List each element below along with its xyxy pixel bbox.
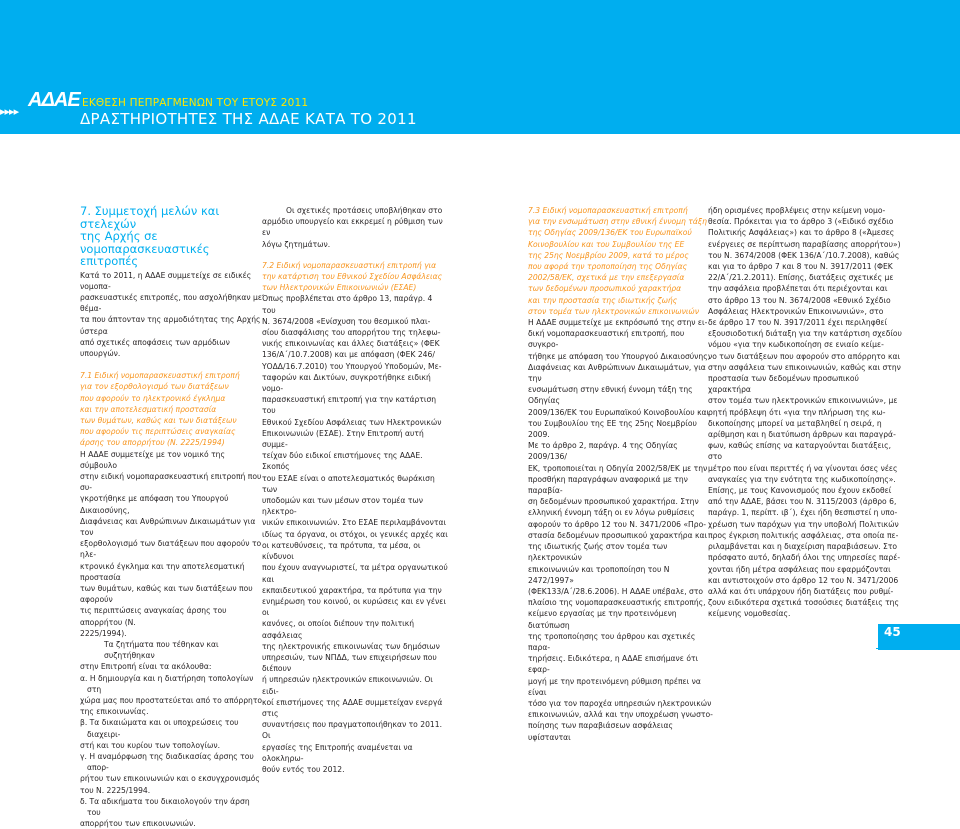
- list-item: γ. Η αναμόρφωση της διαδικασίας άρσης του απορ- ρήτου των επικοινωνιών και ο εκσυγχρονισμός του Ν. 2225/1994.: [80, 752, 260, 795]
- section-title: ΔΡΑΣΤΗΡΙΟΤΗΤΕΣ ΤΗΣ ΑΔΑΕ ΚΑΤΑ ΤΟ 2011: [80, 110, 417, 128]
- column-3: [528, 205, 714, 743]
- subsection-7-2-heading: 7.2 Ειδική νομοπαρασκευαστική επιτροπή για την κατάρτιση του Εθνικού Σχεδίου Ασφάλειας των Ηλεκτρονικών Επικοινωνιών (ΕΣΑΕ): [262, 260, 443, 293]
- column-4: [708, 205, 902, 620]
- list-item: α. Η δημιουργία και η διατήρηση τοπολογίων στη χώρα μας που προστατεύεται από το απόρρητο της επικοινωνίας.: [80, 673, 263, 717]
- section-7-intro: Κατά το 2011, η ΑΔΑΕ συμμετείχε σε ειδικές νομοπα- ρασκευαστικές επιτροπές, που ασχολήθηκαν με θέμα- τα που άπτονταν της αρμοδιότητας της Αρχής ύστερα από σχετικές αποφάσεις των αρμόδιων υπουργών.: [80, 270, 262, 358]
- report-subtitle: ΕΚΘΕΣΗ ΠΕΠΡΑΓΜΕΝΩΝ ΤΟΥ ΕΤΟΥΣ 2011: [82, 97, 309, 109]
- subsection-7-1-text: Η ΑΔΑΕ συμμετείχε με τον νομικό της σύμβουλο στην ειδική νομοπαρασκευαστική επιτροπή που συ- γκροτήθηκε με απόφαση του Υπουργού Δικαιοσύνης, Διαφάνειας και Ανθρώπινων Δικαιωμάτων για τον εξορθολογισμό των διατάξεων που αφορούν το ηλε- κτρονικό έγκλημα και την αποτελεσματική προστασία των θυμάτων, καθώς και των διατάξεων που αφορούν τις περιπτώσεις αναγκαίας άρσης του απορρήτου (Ν. 2225/1994). Τα ζητήματα που τέθηκαν και συζητήθηκαν στην Επιτροπή είναι τα ακόλουθα:: [80, 449, 262, 672]
- subsection-7-3-heading: 7.3 Ειδική νομοπαρασκευαστική επιτροπή για την ενσωμάτωση στην εθνική έννομη τάξη της Οδηγίας 2009/136/ΕΚ του Ευρωπαϊκού Κοινοβουλίου και του Συμβουλίου της ΕΕ της 25ης Νοεμβρίου 2009, κατά το μέρος που αφορά την τροποποίηση της Οδηγίας 2002/58/ΕΚ, σχετικά με την επεξεργασία των δεδομένων προσωπικού χαρακτήρα και την προστασία της ιδιωτικής ζωής στον τομέα των ηλεκτρονικών επικοινωνιών: [528, 206, 707, 316]
- subsection-7-2-text: Όπως προβλέπεται στο άρθρο 13, παράγρ. 4 του Ν. 3674/2008 «Ενίσχυση του θεσμικού πλαι- σίου διασφάλισης του απορρήτου της τηλεφω- νικής επικοινωνίας και άλλες διατάξεις» (ΦΕΚ 136/Α΄/10.7.2008) και με απόφαση (ΦΕΚ 246/ ΥΟΔΔ/16.7.2010) του Υπουργού Υποδομών, Με- ταφορών και Δικτύων, συγκροτήθηκε ειδική νομο- παρασκευαστική επιτροπή για την κατάρτιση του Εθνικού Σχεδίου Ασφάλειας των Ηλεκτρονικών Επικοινωνιών (ΕΣΑΕ). Στην Επιτροπή αυτή συμμε- τείχαν δύο ειδικοί επιστήμονες της ΑΔΑΕ. Σκοπός του ΕΣΑΕ είναι ο αποτελεσματικός θωράκιση των υποδομών και των μέσων στον τομέα των ηλεκτρο- νικών επικοινωνιών. Στο ΕΣΑΕ περιλαμβάνονται ιδίως τα όργανα, οι στόχοι, οι γενικές αρχές και οι κατευθύνσεις, τα πρότυπα, τα μέσα, οι κίνδυνοι που έχουν αναγνωριστεί, τα μέτρα οργανωτικού και εκπαιδευτικού χαρακτήρα, τα πρότυπα για την ενημέρωση του κοινού, οι κυρώσεις και εν γένει οι κανόνες, οι οποίοι διέπουν την πολιτική ασφάλειας της ηλεκτρονικής επικοινωνίας των δημόσιων υπηρεσιών, των ΝΠΔΔ, των επιχειρήσεων που διέπουν ή υπηρεσιών ηλεκτρονικών επικοινωνιών. Οι ειδι- κοί επιστήμονες της ΑΔΑΕ συμμετείχαν ενεργά στις συναντήσεις που πραγματοποιήθηκαν το 2011. Οι εργασίες της Επιτροπής αναμένεται να ολοκληρω- θούν εντός του 2012.: [262, 294, 448, 774]
- page-number: 45: [884, 625, 901, 639]
- subsection-7-3-continued: ήδη ορισμένες προβλέψεις στην κείμενη νομο- θεσία. Πρόκειται για το άρθρο 3 («Ειδικό σχέδιο Πολιτικής Ασφάλειας») και το άρθρο 8 («Άμεσες ενέργειες σε περίπτωση παραβίασης απορρήτου») του Ν. 3674/2008 (ΦΕΚ 136/Α΄/10.7.2008), καθώς και για το άρθρο 7 και 8 του Ν. 3917/2011 (ΦΕΚ 22/Α΄/21.2.2011). Επίσης, διατάξεις σχετικές με την ασφάλεια προβλέπεται ότι περιέχονται και στο άρθρο 13 του Ν. 3674/2008 «Εθνικό Σχέδιο Ασφάλειας Ηλεκτρονικών Επικοινωνιών», στο δε άρθρο 17 του Ν. 3917/2011 έχει περιληφθεί εξουσιοδοτική διάταξη για την κατάρτιση σχεδίου νόμου «για την κωδικοποίηση σε ενιαίο κείμε- νο των διατάξεων που αφορούν στο απόρρητο και στην ασφάλεια των επικοινωνιών, καθώς και στην προστασία των δεδομένων προσωπικού χαρακτήρα στον τομέα των ηλεκτρονικών επικοινωνιών», με ρητή πρόβλεψη ότι «για την πλήρωση της κω- δικοποίησης μπορεί να μεταβληθεί η σειρά, η αρίθμηση και η διατύπωση άρθρων και παραγρά- φων, καθώς επίσης να καταργούνται διατάξεις, στο μέτρο που είναι περιττές ή να γίνονται όσες νέες αναγκαίες για την ενότητα της κωδικοποίησης». Επίσης, με τους Κανονισμούς που έχουν εκδοθεί από την ΑΔΑΕ, βάσει του Ν. 3115/2003 (άρθρο 6, παράγρ. 1, περίπτ. ιβ΄), έχει ήδη θεσπιστεί η υπο- χρέωση των παρόχων για την υποβολή Πολιτικών προς έγκριση πολιτικής ασφάλειας, στα οποία πε- ριλαμβάνεται και η διαχείριση παραβιάσεων. Στο πρόσφατο αυτό, δηλαδή όλοι της υπηρεσίες παρέ- χονται ήδη μέτρα ασφάλειας που εφαρμόζονται και αντιστοιχούν στο άρθρο 12 του Ν. 3471/2006 αλλά και ότι υπάρχουν ήδη διατάξεις που ρυθμί- ζουν ειδικότερα σχετικά τοσούσιες διατάξεις της κείμενης νομοθεσίας.: [708, 206, 902, 619]
- column-2: [262, 205, 448, 775]
- subsection-7-1-conclusion: Οι σχετικές προτάσεις υποβλήθηκαν στο αρμόδιο υπουργείο και εκκρεμεί η ρύθμιση των εν λόγω ζητημάτων.: [262, 206, 443, 249]
- list-item: β. Τα δικαιώματα και οι υποχρεώσεις του διαχειρι- στή και του κυρίου των τοπολογίων.: [80, 718, 239, 750]
- adae-logo: ΑΔΑΕ: [28, 89, 80, 111]
- header-banner: [0, 0, 960, 134]
- issues-list: [80, 673, 264, 829]
- subsection-7-3-text: Η ΑΔΑΕ συμμετείχε με εκπρόσωπό της στην ει- δική νομοπαρασκευαστική επιτροπή, που συγκρο- τήθηκε με απόφαση του Υπουργού Δικαιοσύνης, Διαφάνειας και Ανθρώπινων Δικαιωμάτων, για την ενσωμάτωση στην εθνική έννομη τάξη της Οδηγίας 2009/136/ΕΚ του Ευρωπαϊκού Κοινοβουλίου και του Συμβουλίου της ΕΕ της 25ης Νοεμβρίου 2009. Με το άρθρο 2, παράγρ. 4 της Οδηγίας 2009/136/ ΕΚ, τροποποιείται η Οδηγία 2002/58/ΕΚ με την προσθήκη παραγράφων αναφορικά με την παραβία- ση δεδομένων προσωπικού χαρακτήρα. Στην ελληνική έννομη τάξη οι εν λόγω ρυθμίσεις αφορούν το άρθρο 12 του Ν. 3471/2006 «Προ- στασία δεδομένων προσωπικού χαρακτήρα και της ιδιωτικής ζωής στον τομέα των ηλεκτρονικών επικοινωνιών και τροποποίηση του Ν 2472/1997» (ΦΕΚ133/Α΄/28.6.2006). Η ΑΔΑΕ υπέβαλε, στο πλαίσιο της νομοπαρασκευαστικής επιτροπής, κείμενο εργασίας με την προτεινόμενη διατύπωση της τροποποίησης του άρθρου και σχετικές παρα- τηρήσεις. Ειδικότερα, η ΑΔΑΕ επισήμανε ότι εφαρ- μογή με την προτεινόμενη ρύθμιση πρέπει να είναι τόσο για τον παροχέα υπηρεσιών ηλεκτρονικών επικοινωνιών, αλλά και την υποχρέωση γνωστο- ποίησης των παραβιάσεων ασφάλειας υφίστανται: [528, 318, 713, 742]
- arrows-decoration: ▸▸▸▸: [0, 105, 19, 118]
- page-number-underline: [876, 648, 960, 649]
- subsection-7-1-heading: 7.1 Ειδική νομοπαρασκευαστική επιτροπή για τον εξορθολογισμό των διατάξεων που αφορούν το ηλεκτρονικό έγκλημα και την αποτελεσματική προστασία των θυμάτων, καθώς και των διατάξεων που αφορούν τις περιπτώσεις αναγκαίας άρσης του απορρήτου (Ν. 2225/1994): [80, 371, 240, 448]
- section-7-heading: 7. Συμμετοχή μελών και στελεχών της Αρχής σε νομοπαρασκευαστικές επιτροπές: [80, 204, 220, 268]
- list-item: δ. Τα αδικήματα του δικαιολογούν την άρση του απορρήτου των επικοινωνιών.: [80, 796, 250, 829]
- column-1: [80, 205, 264, 829]
